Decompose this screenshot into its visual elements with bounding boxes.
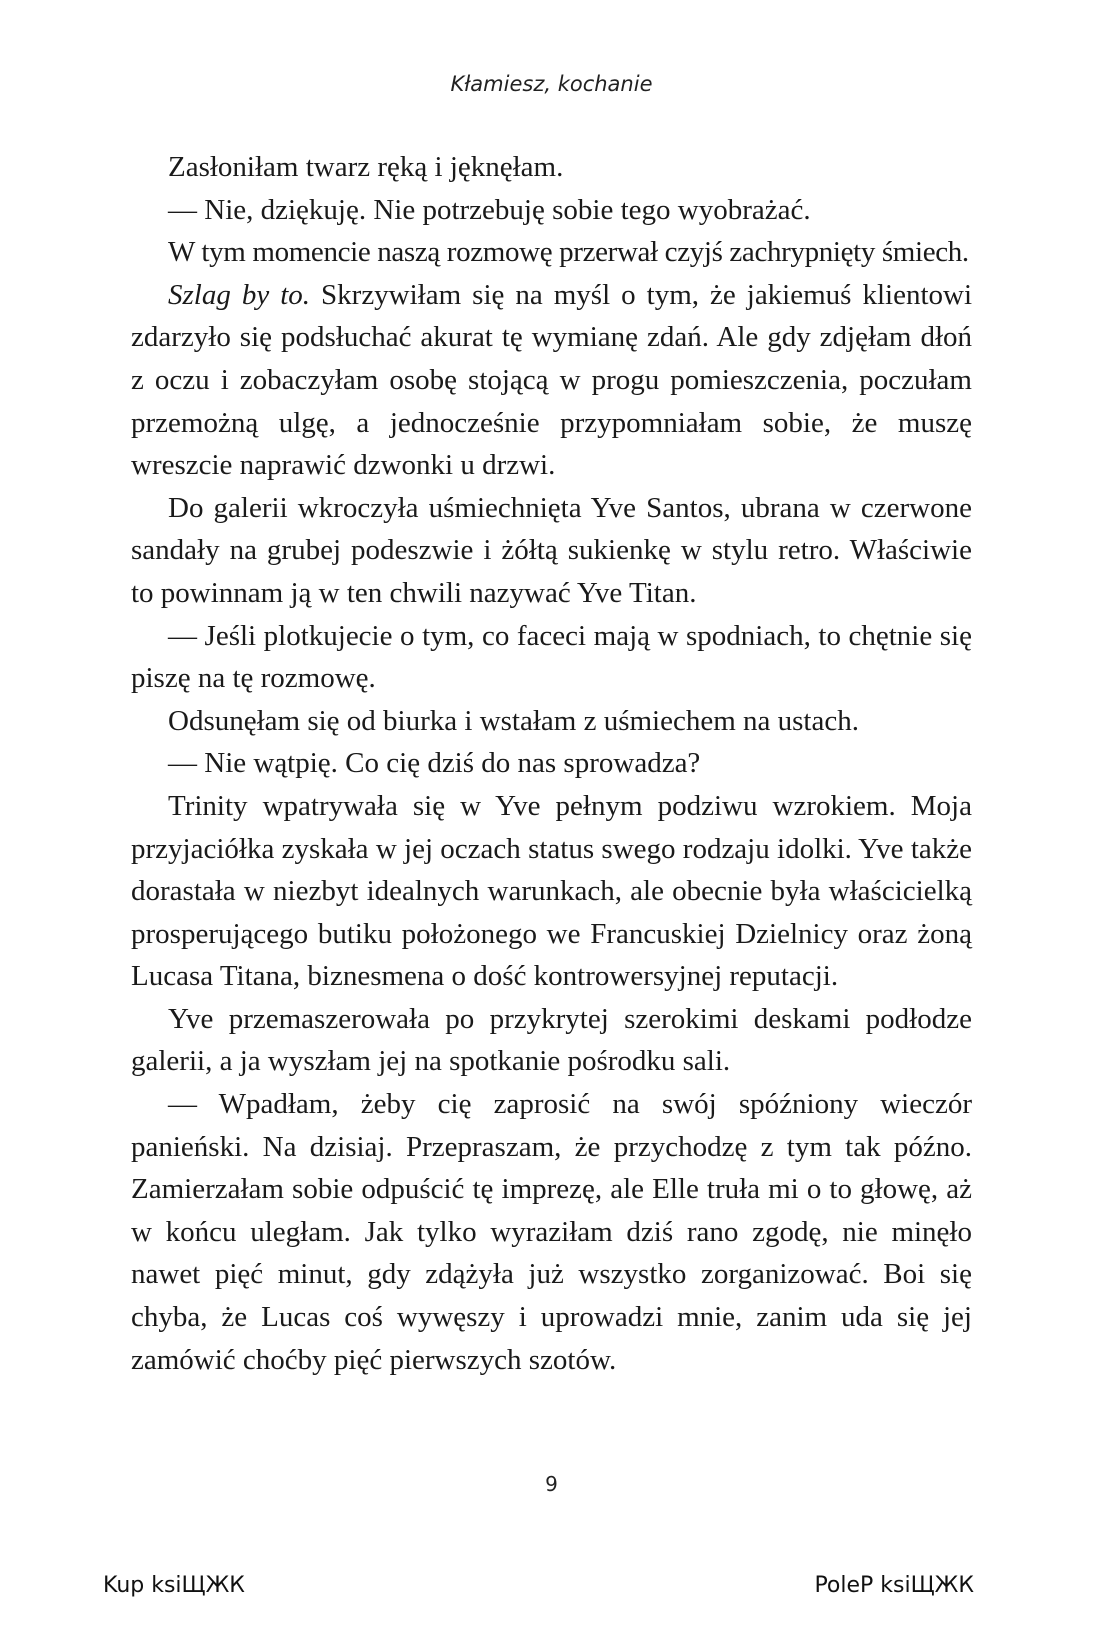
paragraph	[131, 274, 972, 487]
paragraph: Zasłoniłam twarz ręką i jęknęłam.	[168, 151, 564, 183]
paragraph: Trinity wpatrywała się w Yve pełnym podziwu wzrokiem. Moja przyjaciółka zyskała w jej oczach status swego rodzaju idolki. Yve także dorastała w niezbyt idealnych warunkach, ale obecnie była właścicielką prosperującego butiku położonego we Francuskiej Dzielnicy oraz żoną Lucasa Titana, biznesmena o dość kontrowersyjnej reputacji.	[131, 789, 972, 993]
page-number: 9	[545, 1472, 558, 1496]
italic-lead: Szlag by to.	[168, 278, 311, 311]
paragraph: Odsunęłam się od biurka i wstałam z uśmiechem na ustach.	[168, 704, 859, 737]
recommend-book-link[interactable]: PoleP ksiЩЖК	[814, 1573, 974, 1598]
paragraph: Do galerii wkroczyła uśmiechnięta Yve Santos, ubrana w czerwone sandały na grubej podeszwie i żółtą sukienkę w stylu retro. Właściwie to powinnam ją w ten chwili nazywać Yve Titan.	[131, 491, 972, 609]
paragraph: — Nie, dziękuję. Nie potrzebuję sobie tego wyobrażać.	[168, 193, 811, 226]
paragraph: — Wpadłam, żeby cię zaprosić na swój spóźniony wieczór panieński. Na dzisiaj. Przepraszam, że przychodzę z tym tak późno. Zamierzałam sobie odpuścić tę imprezę, ale Elle truła mi o to głowę, aż w końcu uległam. Jak tylko wyraziłam dziś rano zgodę, nie minęło nawet pięć minut, gdy zdążyła już wszystko zorganizować. Boi się chyba, że Lucas coś wywęszy i uprowadzi mnie, zanim uda się jej zamówić choćby pięć pierwszych szotów.	[131, 1088, 972, 1376]
buy-book-link[interactable]: Kup ksiЩЖК	[103, 1573, 245, 1598]
paragraph: W tym momencie naszą rozmowę przerwał czyjś zachrypnięty śmiech.	[168, 236, 969, 269]
paragraph: Yve przemaszerowała po przykrytej szerokimi deskami podłodze galerii, a ja wyszłam jej na spotkanie pośrodku sali.	[131, 1002, 972, 1078]
paragraph: — Jeśli plotkujecie o tym, co faceci mają w spodniach, to chętnie się piszę na tę rozmowę.	[131, 619, 972, 695]
running-header-title: Kłamiesz, kochanie	[450, 72, 653, 96]
paragraph-text: Skrzywiłam się na myśl o tym, że jakiemuś klientowi zdarzyło się podsłuchać akurat tę wymianę zdań. Ale gdy zdjęłam dłoń z oczu i zobaczyłam osobę stojącą w progu pomieszczenia, poczułam przemożną ulgę, a jednocześnie przypomniałam sobie, że muszę wreszcie naprawić dzwonki u drzwi.	[131, 278, 972, 482]
paragraph: — Nie wątpię. Co cię dziś do nas sprowadza?	[168, 747, 701, 780]
body-text	[131, 146, 972, 1381]
